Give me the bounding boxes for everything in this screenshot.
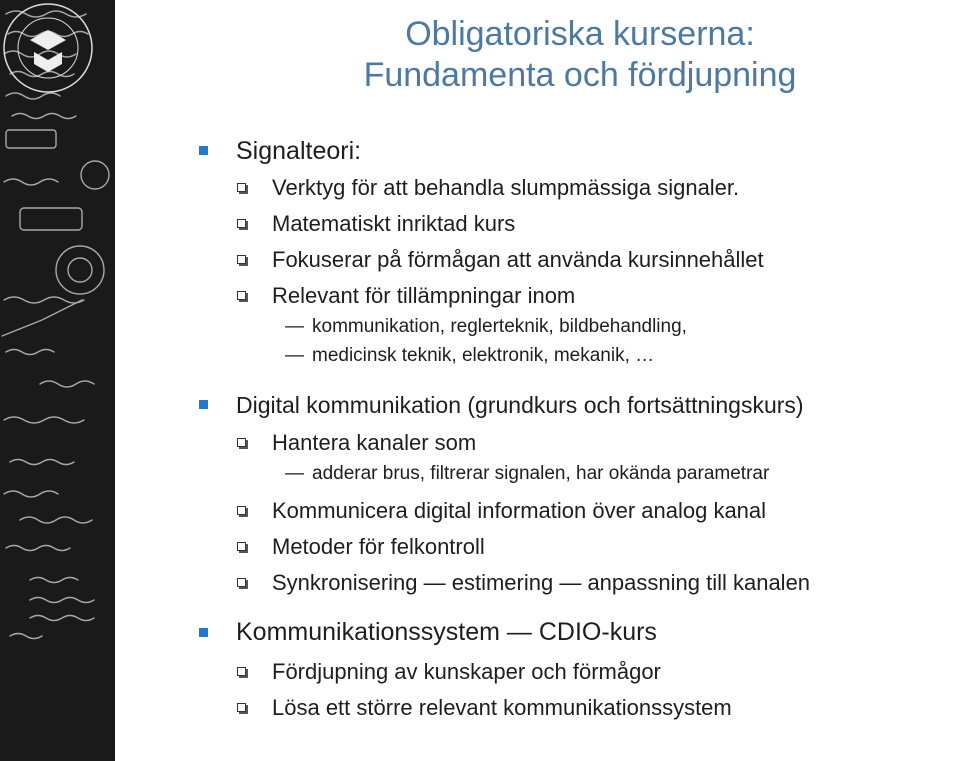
section-heading-signalteori: Signalteori: xyxy=(236,137,362,165)
slide-title xyxy=(300,14,860,96)
section-heading-digital-kommunikation: Digital kommunikation (grundkurs och fortsättningskurs) xyxy=(236,392,804,418)
chalk-scribbles xyxy=(0,0,115,761)
checkbox-bullet-icon xyxy=(237,578,246,587)
sub-list-item: — kommunikation, reglerteknik, bildbehandling, xyxy=(285,316,687,337)
list-item: Metoder för felkontroll xyxy=(272,534,485,559)
list-item: Relevant för tillämpningar inom xyxy=(272,283,576,308)
slide-title-line-2: Fundamenta och fördjupning xyxy=(363,56,797,94)
checkbox-bullet-icon xyxy=(237,703,246,712)
chalkboard-sidebar-image xyxy=(0,0,115,761)
checkbox-bullet-icon xyxy=(237,255,246,264)
checkbox-bullet-icon xyxy=(237,291,246,300)
list-item: Matematiskt inriktad kurs xyxy=(272,211,516,236)
checkbox-bullet-icon xyxy=(237,183,246,192)
checkbox-bullet-icon xyxy=(237,219,246,228)
list-item: Hantera kanaler som xyxy=(272,430,477,455)
sub-list-item: — adderar brus, filtrerar signalen, har okända parametrar xyxy=(285,463,770,484)
list-item: Lösa ett större relevant kommunikationssystem xyxy=(272,695,732,720)
section-bullet-icon xyxy=(199,146,208,155)
list-item: Verktyg för att behandla slumpmässiga signaler. xyxy=(272,175,740,200)
section-heading-kommunikationssystem: Kommunikationssystem — CDIO-kurs xyxy=(236,618,657,646)
dash-bullet: — xyxy=(285,463,304,484)
university-seal-logo xyxy=(0,0,96,96)
checkbox-bullet-icon xyxy=(237,542,246,551)
checkbox-bullet-icon xyxy=(237,506,246,515)
sub-list-item: — medicinsk teknik, elektronik, mekanik, … xyxy=(285,345,655,366)
section-bullet-icon xyxy=(199,628,208,637)
slide-title-line-1: Obligatoriska kurserna: xyxy=(405,15,755,53)
section-bullet-icon xyxy=(199,400,208,409)
dash-bullet: — xyxy=(285,345,304,366)
list-item: Fokuserar på förmågan att använda kursinnehållet xyxy=(272,247,764,272)
list-item: Kommunicera digital information över analog kanal xyxy=(272,498,767,523)
list-item: Synkronisering — estimering — anpassning till kanalen xyxy=(272,570,811,595)
dash-bullet: — xyxy=(285,316,304,337)
list-item: Fördjupning av kunskaper och förmågor xyxy=(272,659,661,684)
checkbox-bullet-icon xyxy=(237,438,246,447)
checkbox-bullet-icon xyxy=(237,667,246,676)
